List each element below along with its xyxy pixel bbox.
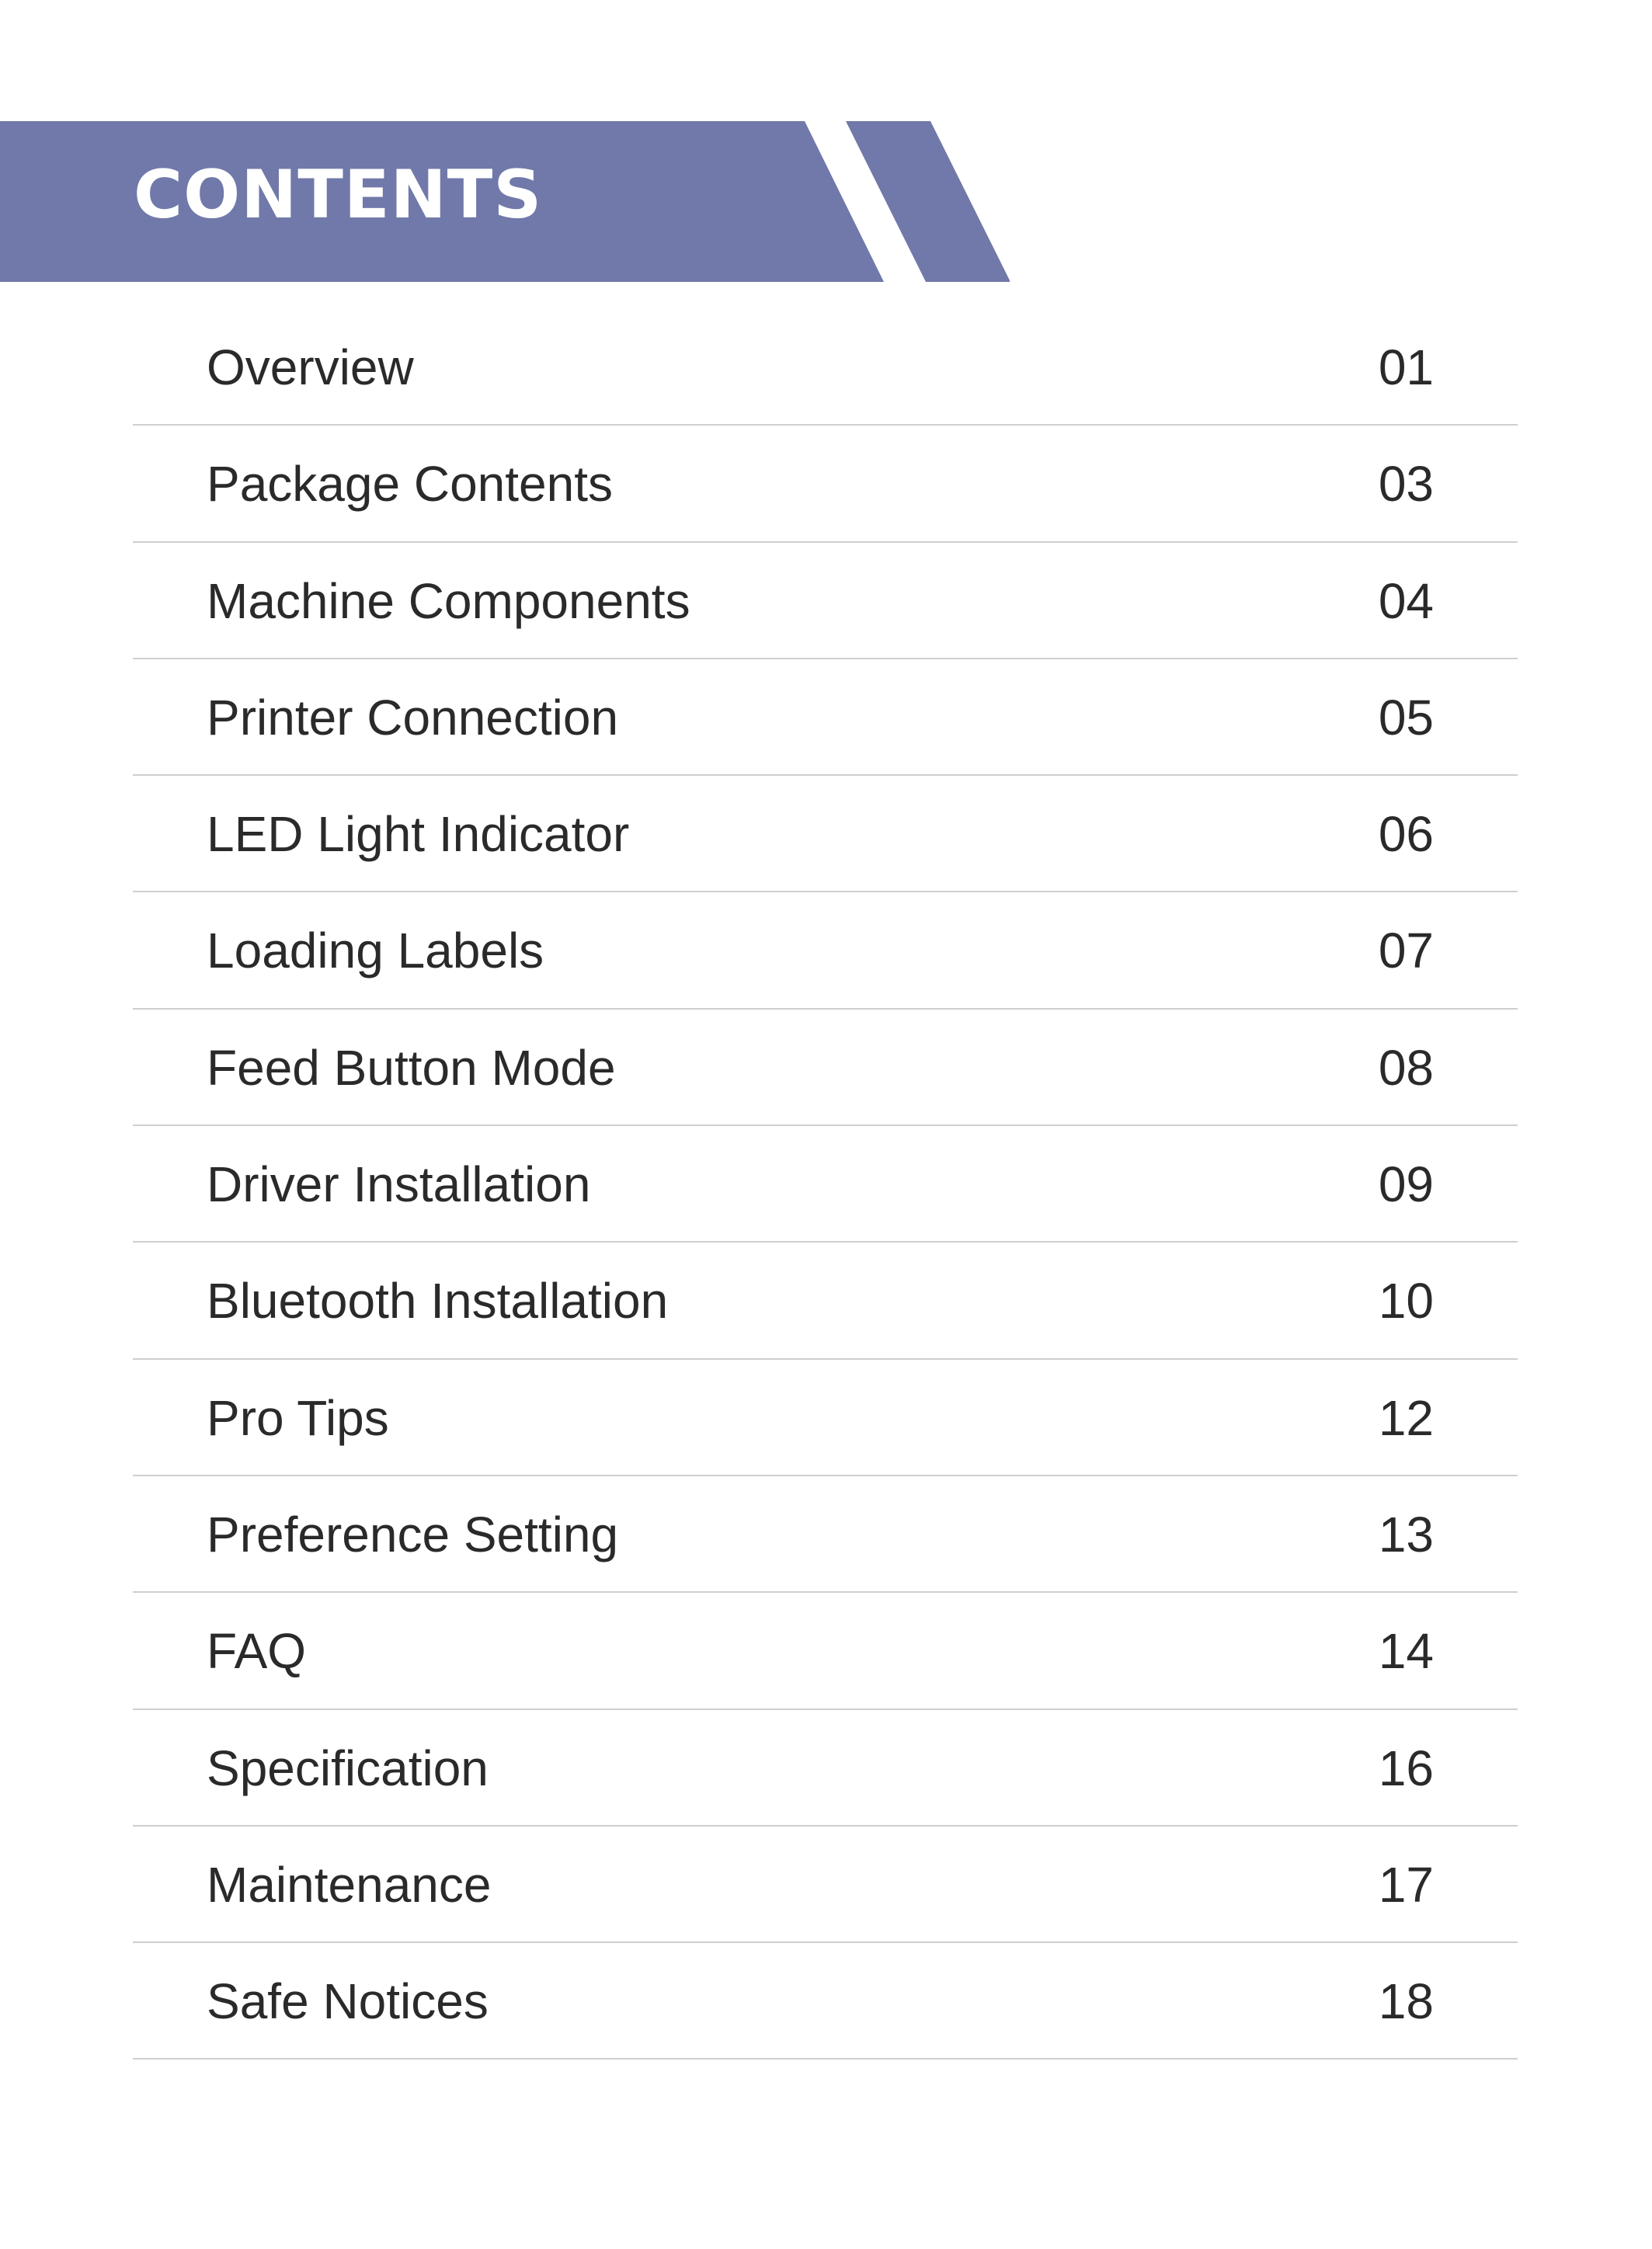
toc-entry-faq[interactable] xyxy=(133,1593,1518,1709)
toc-entry-page-number: 14 xyxy=(1378,1623,1434,1680)
toc-entry-loading-labels[interactable] xyxy=(133,892,1518,1009)
toc-entry-page-number: 10 xyxy=(1378,1273,1434,1330)
toc-entry-feed-button-mode[interactable] xyxy=(133,1010,1518,1126)
toc-entry-printer-connection[interactable] xyxy=(133,659,1518,776)
toc-entry-title: Preference Setting xyxy=(207,1506,619,1562)
table-of-contents xyxy=(133,309,1518,2060)
toc-entry-title: Package Contents xyxy=(207,456,613,513)
toc-entry-page-number: 08 xyxy=(1378,1039,1434,1096)
toc-entry-page-number: 07 xyxy=(1378,923,1434,979)
toc-entry-title: Printer Connection xyxy=(207,689,619,746)
toc-entry-page-number: 18 xyxy=(1378,1973,1434,2030)
toc-entry-title: Pro Tips xyxy=(207,1389,389,1446)
toc-entry-title: LED Light Indicator xyxy=(207,806,630,863)
toc-entry-page-number: 01 xyxy=(1378,339,1434,395)
toc-entry-safe-notices[interactable] xyxy=(133,1943,1518,2060)
toc-entry-page-number: 06 xyxy=(1378,806,1434,863)
toc-entry-page-number: 09 xyxy=(1378,1156,1434,1213)
contents-header-banner xyxy=(0,0,1652,311)
toc-entry-pro-tips[interactable] xyxy=(133,1360,1518,1476)
toc-entry-led-light-indicator[interactable] xyxy=(133,776,1518,892)
toc-entry-title: Machine Components xyxy=(207,572,690,629)
toc-entry-maintenance[interactable] xyxy=(133,1827,1518,1943)
toc-entry-specification[interactable] xyxy=(133,1710,1518,1827)
toc-entry-title: Driver Installation xyxy=(207,1156,591,1213)
toc-entry-package-contents[interactable] xyxy=(133,426,1518,542)
toc-entry-title: Safe Notices xyxy=(207,1973,489,2030)
toc-entry-page-number: 16 xyxy=(1378,1740,1434,1796)
page-title: CONTENTS xyxy=(134,156,543,234)
toc-entry-overview[interactable] xyxy=(133,309,1518,426)
toc-entry-page-number: 17 xyxy=(1378,1856,1434,1913)
toc-entry-page-number: 05 xyxy=(1378,689,1434,746)
toc-entry-page-number: 03 xyxy=(1378,456,1434,513)
toc-entry-page-number: 12 xyxy=(1378,1389,1434,1446)
toc-entry-title: Feed Button Mode xyxy=(207,1039,616,1096)
toc-entry-bluetooth-installation[interactable] xyxy=(133,1243,1518,1359)
toc-entry-title: Specification xyxy=(207,1740,489,1796)
toc-entry-driver-installation[interactable] xyxy=(133,1126,1518,1243)
toc-entry-title: Bluetooth Installation xyxy=(207,1273,669,1330)
toc-entry-page-number: 13 xyxy=(1378,1506,1434,1562)
toc-entry-title: Loading Labels xyxy=(207,923,544,979)
toc-entry-page-number: 04 xyxy=(1378,572,1434,629)
toc-entry-title: Maintenance xyxy=(207,1856,492,1913)
toc-entry-title: FAQ xyxy=(207,1623,307,1680)
toc-entry-preference-setting[interactable] xyxy=(133,1476,1518,1593)
toc-entry-machine-components[interactable] xyxy=(133,543,1518,659)
toc-entry-title: Overview xyxy=(207,339,414,395)
